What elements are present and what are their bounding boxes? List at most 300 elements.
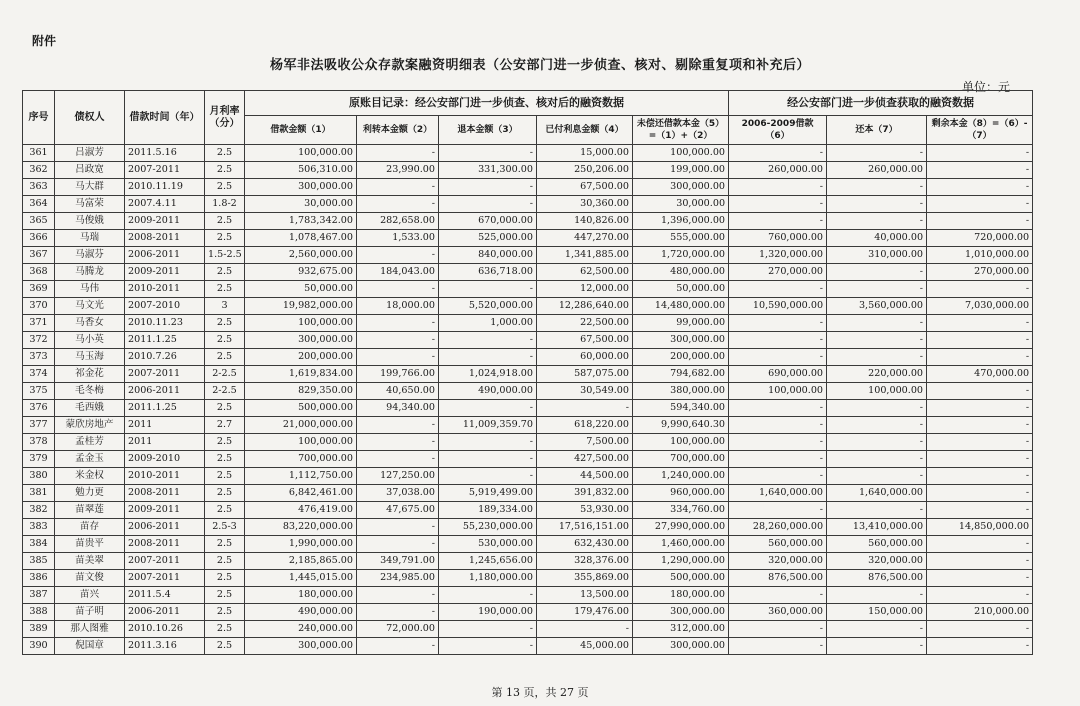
cell-interest-principal: 282,658.00: [357, 213, 439, 230]
cell-remaining: 270,000.00: [927, 264, 1033, 281]
cell-rate: 2.5: [205, 502, 245, 519]
table-row: [23, 366, 1033, 383]
cell-refund: -: [439, 621, 537, 638]
cell-repaid: -: [827, 145, 927, 162]
cell-loan: 100,000.00: [245, 434, 357, 451]
cell-repaid: 3,560,000.00: [827, 298, 927, 315]
cell-refund: -: [439, 587, 537, 604]
cell-loan-0609: -: [729, 179, 827, 196]
table-row: [23, 451, 1033, 468]
cell-date: 2011.1.25: [125, 332, 205, 349]
cell-unpaid: 594,340.00: [633, 400, 729, 417]
header-seq: 序号: [23, 91, 55, 145]
cell-unpaid: 300,000.00: [633, 638, 729, 655]
cell-seq: 382: [23, 502, 55, 519]
cell-refund: -: [439, 332, 537, 349]
cell-interest-principal: 127,250.00: [357, 468, 439, 485]
cell-unpaid: 555,000.00: [633, 230, 729, 247]
cell-loan: 200,000.00: [245, 349, 357, 366]
cell-date: 2009-2011: [125, 264, 205, 281]
table-row: [23, 264, 1033, 281]
cell-date: 2011.5.4: [125, 587, 205, 604]
cell-creditor: 倪国章: [55, 638, 125, 655]
cell-paid-interest: 447,270.00: [537, 230, 633, 247]
table-row: [23, 281, 1033, 298]
cell-repaid: -: [827, 451, 927, 468]
header-group-original: 原账目记录：经公安部门进一步侦查、核对后的融资数据: [245, 91, 729, 116]
cell-repaid: -: [827, 621, 927, 638]
cell-interest-principal: -: [357, 519, 439, 536]
cell-paid-interest: 250,206.00: [537, 162, 633, 179]
cell-seq: 379: [23, 451, 55, 468]
cell-loan: 83,220,000.00: [245, 519, 357, 536]
cell-date: 2007-2011: [125, 553, 205, 570]
table-row: [23, 213, 1033, 230]
cell-interest-principal: -: [357, 145, 439, 162]
cell-seq: 368: [23, 264, 55, 281]
cell-loan: 1,990,000.00: [245, 536, 357, 553]
cell-unpaid: 200,000.00: [633, 349, 729, 366]
cell-repaid: 876,500.00: [827, 570, 927, 587]
cell-interest-principal: 1,533.00: [357, 230, 439, 247]
table-row: [23, 417, 1033, 434]
cell-remaining: 1,010,000.00: [927, 247, 1033, 264]
cell-rate: 2.5: [205, 281, 245, 298]
cell-creditor: 马淑芬: [55, 247, 125, 264]
cell-loan-0609: 1,640,000.00: [729, 485, 827, 502]
page-number: 第 13 页，共 27 页: [491, 686, 589, 699]
cell-paid-interest: 45,000.00: [537, 638, 633, 655]
cell-repaid: -: [827, 468, 927, 485]
cell-unpaid: 380,000.00: [633, 383, 729, 400]
cell-seq: 377: [23, 417, 55, 434]
table-row: [23, 247, 1033, 264]
cell-loan: 21,000,000.00: [245, 417, 357, 434]
cell-repaid: 320,000.00: [827, 553, 927, 570]
cell-date: 2010.11.19: [125, 179, 205, 196]
cell-seq: 378: [23, 434, 55, 451]
cell-interest-principal: 72,000.00: [357, 621, 439, 638]
cell-creditor: 马富荣: [55, 196, 125, 213]
cell-paid-interest: -: [537, 621, 633, 638]
cell-remaining: 210,000.00: [927, 604, 1033, 621]
cell-interest-principal: 349,791.00: [357, 553, 439, 570]
cell-loan-0609: 560,000.00: [729, 536, 827, 553]
cell-loan: 1,783,342.00: [245, 213, 357, 230]
cell-remaining: -: [927, 621, 1033, 638]
cell-seq: 384: [23, 536, 55, 553]
cell-loan-0609: 10,590,000.00: [729, 298, 827, 315]
cell-creditor: 苗兴: [55, 587, 125, 604]
cell-remaining: -: [927, 536, 1033, 553]
cell-creditor: 马伟: [55, 281, 125, 298]
cell-loan-0609: -: [729, 145, 827, 162]
cell-rate: 2.5: [205, 587, 245, 604]
cell-remaining: -: [927, 196, 1033, 213]
cell-rate: 2.5: [205, 451, 245, 468]
cell-interest-principal: -: [357, 281, 439, 298]
cell-loan-0609: 28,260,000.00: [729, 519, 827, 536]
cell-date: 2008-2011: [125, 485, 205, 502]
header-loan: 借款金额（1）: [245, 116, 357, 145]
cell-rate: 2.5: [205, 332, 245, 349]
table-row: [23, 468, 1033, 485]
cell-rate: 2.7: [205, 417, 245, 434]
cell-refund: 670,000.00: [439, 213, 537, 230]
cell-date: 2009-2010: [125, 451, 205, 468]
cell-loan: 476,419.00: [245, 502, 357, 519]
cell-refund: -: [439, 434, 537, 451]
cell-remaining: -: [927, 451, 1033, 468]
cell-date: 2010-2011: [125, 281, 205, 298]
cell-paid-interest: -: [537, 400, 633, 417]
attachment-label: 附件: [32, 34, 57, 48]
cell-seq: 388: [23, 604, 55, 621]
cell-remaining: -: [927, 434, 1033, 451]
cell-repaid: -: [827, 281, 927, 298]
table-row: [23, 570, 1033, 587]
cell-date: 2010.11.23: [125, 315, 205, 332]
cell-rate: 2.5: [205, 315, 245, 332]
cell-rate: 3: [205, 298, 245, 315]
header-paid-interest: 已付利息金额（4）: [537, 116, 633, 145]
cell-remaining: -: [927, 502, 1033, 519]
cell-interest-principal: 184,043.00: [357, 264, 439, 281]
header-date: 借款时间（年）: [125, 91, 205, 145]
cell-unpaid: 300,000.00: [633, 604, 729, 621]
cell-seq: 364: [23, 196, 55, 213]
cell-unpaid: 50,000.00: [633, 281, 729, 298]
cell-unpaid: 300,000.00: [633, 179, 729, 196]
cell-date: 2006-2011: [125, 383, 205, 400]
cell-refund: 189,334.00: [439, 502, 537, 519]
cell-loan-0609: 1,320,000.00: [729, 247, 827, 264]
cell-refund: 1,180,000.00: [439, 570, 537, 587]
cell-creditor: 毛西娥: [55, 400, 125, 417]
cell-paid-interest: 22,500.00: [537, 315, 633, 332]
cell-paid-interest: 53,930.00: [537, 502, 633, 519]
unit-label: 单位：元: [961, 80, 1010, 94]
cell-rate: 2.5: [205, 536, 245, 553]
cell-seq: 385: [23, 553, 55, 570]
cell-date: 2011.3.16: [125, 638, 205, 655]
cell-repaid: -: [827, 638, 927, 655]
cell-unpaid: 1,396,000.00: [633, 213, 729, 230]
cell-remaining: -: [927, 417, 1033, 434]
cell-loan: 19,982,000.00: [245, 298, 357, 315]
cell-rate: 2.5: [205, 468, 245, 485]
cell-loan-0609: 690,000.00: [729, 366, 827, 383]
cell-interest-principal: -: [357, 417, 439, 434]
cell-seq: 369: [23, 281, 55, 298]
cell-paid-interest: 12,000.00: [537, 281, 633, 298]
cell-remaining: -: [927, 281, 1033, 298]
cell-refund: -: [439, 400, 537, 417]
cell-repaid: -: [827, 179, 927, 196]
cell-remaining: -: [927, 213, 1033, 230]
cell-paid-interest: 7,500.00: [537, 434, 633, 451]
table-row: [23, 230, 1033, 247]
cell-loan: 506,310.00: [245, 162, 357, 179]
cell-seq: 387: [23, 587, 55, 604]
cell-interest-principal: -: [357, 536, 439, 553]
cell-date: 2011.1.25: [125, 400, 205, 417]
cell-rate: 2.5-3: [205, 519, 245, 536]
cell-remaining: -: [927, 179, 1033, 196]
cell-seq: 386: [23, 570, 55, 587]
cell-interest-principal: -: [357, 451, 439, 468]
financing-detail-table: [22, 90, 1033, 655]
header-creditor: 债权人: [55, 91, 125, 145]
cell-refund: 11,009,359.70: [439, 417, 537, 434]
cell-refund: 1,024,918.00: [439, 366, 537, 383]
cell-loan-0609: 270,000.00: [729, 264, 827, 281]
cell-repaid: -: [827, 434, 927, 451]
cell-loan-0609: -: [729, 434, 827, 451]
cell-date: 2009-2011: [125, 502, 205, 519]
cell-paid-interest: 67,500.00: [537, 179, 633, 196]
cell-loan-0609: -: [729, 332, 827, 349]
cell-unpaid: 30,000.00: [633, 196, 729, 213]
cell-seq: 371: [23, 315, 55, 332]
cell-creditor: 蒙欣房地产: [55, 417, 125, 434]
cell-loan: 2,560,000.00: [245, 247, 357, 264]
cell-loan: 30,000.00: [245, 196, 357, 213]
cell-remaining: -: [927, 485, 1033, 502]
cell-rate: 2.5: [205, 213, 245, 230]
cell-remaining: -: [927, 638, 1033, 655]
cell-seq: 376: [23, 400, 55, 417]
cell-repaid: -: [827, 400, 927, 417]
cell-remaining: -: [927, 400, 1033, 417]
cell-loan: 1,619,834.00: [245, 366, 357, 383]
cell-rate: 2.5: [205, 230, 245, 247]
cell-interest-principal: -: [357, 247, 439, 264]
cell-loan: 240,000.00: [245, 621, 357, 638]
cell-loan: 300,000.00: [245, 638, 357, 655]
cell-creditor: 马文光: [55, 298, 125, 315]
cell-refund: 525,000.00: [439, 230, 537, 247]
cell-remaining: -: [927, 553, 1033, 570]
cell-loan: 932,675.00: [245, 264, 357, 281]
cell-unpaid: 300,000.00: [633, 332, 729, 349]
cell-paid-interest: 17,516,151.00: [537, 519, 633, 536]
cell-seq: 374: [23, 366, 55, 383]
cell-paid-interest: 62,500.00: [537, 264, 633, 281]
cell-interest-principal: -: [357, 349, 439, 366]
cell-loan-0609: 260,000.00: [729, 162, 827, 179]
cell-creditor: 吕政宽: [55, 162, 125, 179]
cell-remaining: -: [927, 162, 1033, 179]
cell-remaining: -: [927, 570, 1033, 587]
cell-seq: 362: [23, 162, 55, 179]
cell-seq: 390: [23, 638, 55, 655]
cell-loan: 1,445,015.00: [245, 570, 357, 587]
cell-date: 2011: [125, 417, 205, 434]
cell-refund: -: [439, 281, 537, 298]
cell-loan-0609: -: [729, 400, 827, 417]
cell-date: 2006-2011: [125, 604, 205, 621]
cell-refund: 5,520,000.00: [439, 298, 537, 315]
cell-loan-0609: -: [729, 451, 827, 468]
table-row: [23, 298, 1033, 315]
cell-seq: 383: [23, 519, 55, 536]
cell-creditor: 勉力更: [55, 485, 125, 502]
cell-date: 2007-2011: [125, 162, 205, 179]
cell-refund: 1,245,656.00: [439, 553, 537, 570]
cell-loan: 829,350.00: [245, 383, 357, 400]
cell-rate: 2-2.5: [205, 366, 245, 383]
cell-seq: 365: [23, 213, 55, 230]
cell-seq: 370: [23, 298, 55, 315]
cell-seq: 366: [23, 230, 55, 247]
cell-date: 2006-2011: [125, 247, 205, 264]
cell-paid-interest: 618,220.00: [537, 417, 633, 434]
cell-repaid: -: [827, 332, 927, 349]
cell-creditor: 苗存: [55, 519, 125, 536]
cell-loan: 700,000.00: [245, 451, 357, 468]
cell-refund: 55,230,000.00: [439, 519, 537, 536]
table-row: [23, 621, 1033, 638]
cell-loan: 100,000.00: [245, 315, 357, 332]
cell-loan-0609: -: [729, 638, 827, 655]
cell-rate: 2.5: [205, 485, 245, 502]
cell-unpaid: 794,682.00: [633, 366, 729, 383]
cell-paid-interest: 30,360.00: [537, 196, 633, 213]
table-row: [23, 553, 1033, 570]
cell-seq: 373: [23, 349, 55, 366]
cell-repaid: -: [827, 315, 927, 332]
cell-seq: 375: [23, 383, 55, 400]
cell-repaid: 1,640,000.00: [827, 485, 927, 502]
cell-rate: 2.5: [205, 179, 245, 196]
cell-rate: 2.5: [205, 434, 245, 451]
cell-repaid: 220,000.00: [827, 366, 927, 383]
cell-date: 2010.7.26: [125, 349, 205, 366]
header-rate: 月利率（分）: [205, 91, 245, 145]
header-loan-0609: 2006-2009借款（6）: [729, 116, 827, 145]
table-row: [23, 196, 1033, 213]
cell-loan-0609: 760,000.00: [729, 230, 827, 247]
cell-rate: 2.5: [205, 264, 245, 281]
cell-interest-principal: 199,766.00: [357, 366, 439, 383]
cell-repaid: 310,000.00: [827, 247, 927, 264]
cell-unpaid: 180,000.00: [633, 587, 729, 604]
cell-paid-interest: 13,500.00: [537, 587, 633, 604]
cell-seq: 380: [23, 468, 55, 485]
cell-interest-principal: -: [357, 434, 439, 451]
cell-date: 2010-2011: [125, 468, 205, 485]
cell-creditor: 毛冬梅: [55, 383, 125, 400]
cell-creditor: 马香女: [55, 315, 125, 332]
cell-loan-0609: -: [729, 468, 827, 485]
cell-loan-0609: 320,000.00: [729, 553, 827, 570]
cell-date: 2007.4.11: [125, 196, 205, 213]
cell-paid-interest: 67,500.00: [537, 332, 633, 349]
cell-repaid: -: [827, 417, 927, 434]
cell-unpaid: 1,290,000.00: [633, 553, 729, 570]
cell-unpaid: 99,000.00: [633, 315, 729, 332]
cell-paid-interest: 60,000.00: [537, 349, 633, 366]
cell-unpaid: 312,000.00: [633, 621, 729, 638]
cell-date: 2011.5.16: [125, 145, 205, 162]
cell-loan-0609: 876,500.00: [729, 570, 827, 587]
header-unpaid: 未偿还借款本金（5）=（1）+（2）: [633, 116, 729, 145]
cell-rate: 2.5: [205, 145, 245, 162]
cell-paid-interest: 328,376.00: [537, 553, 633, 570]
cell-seq: 367: [23, 247, 55, 264]
cell-creditor: 马大群: [55, 179, 125, 196]
header-refund: 退本金额（3）: [439, 116, 537, 145]
cell-refund: 190,000.00: [439, 604, 537, 621]
cell-interest-principal: -: [357, 179, 439, 196]
cell-unpaid: 480,000.00: [633, 264, 729, 281]
cell-remaining: -: [927, 145, 1033, 162]
cell-refund: 490,000.00: [439, 383, 537, 400]
cell-refund: 1,000.00: [439, 315, 537, 332]
cell-repaid: 150,000.00: [827, 604, 927, 621]
cell-rate: 2.5: [205, 162, 245, 179]
cell-date: 2006-2011: [125, 519, 205, 536]
cell-seq: 363: [23, 179, 55, 196]
cell-loan-0609: 360,000.00: [729, 604, 827, 621]
cell-refund: -: [439, 638, 537, 655]
cell-interest-principal: 40,650.00: [357, 383, 439, 400]
cell-creditor: 马小英: [55, 332, 125, 349]
cell-rate: 2-2.5: [205, 383, 245, 400]
cell-rate: 1.8-2: [205, 196, 245, 213]
cell-refund: -: [439, 451, 537, 468]
cell-repaid: -: [827, 264, 927, 281]
cell-unpaid: 1,720,000.00: [633, 247, 729, 264]
cell-refund: -: [439, 349, 537, 366]
cell-loan-0609: -: [729, 315, 827, 332]
header-interest-principal: 利转本金额（2）: [357, 116, 439, 145]
cell-loan-0609: -: [729, 621, 827, 638]
cell-remaining: 14,850,000.00: [927, 519, 1033, 536]
cell-refund: 331,300.00: [439, 162, 537, 179]
table-row: [23, 536, 1033, 553]
document-title: 杨军非法吸收公众存款案融资明细表（公安部门进一步侦查、核对、剔除重复项和补充后）: [269, 58, 810, 73]
cell-refund: 530,000.00: [439, 536, 537, 553]
cell-repaid: -: [827, 213, 927, 230]
cell-date: 2007-2010: [125, 298, 205, 315]
cell-paid-interest: 427,500.00: [537, 451, 633, 468]
cell-repaid: 40,000.00: [827, 230, 927, 247]
cell-date: 2009-2011: [125, 213, 205, 230]
table-row: [23, 587, 1033, 604]
cell-creditor: 苗美翠: [55, 553, 125, 570]
cell-creditor: 马玉海: [55, 349, 125, 366]
cell-repaid: -: [827, 587, 927, 604]
cell-loan: 300,000.00: [245, 332, 357, 349]
cell-paid-interest: 355,869.00: [537, 570, 633, 587]
cell-loan: 300,000.00: [245, 179, 357, 196]
cell-unpaid: 1,240,000.00: [633, 468, 729, 485]
cell-loan-0609: -: [729, 349, 827, 366]
cell-interest-principal: -: [357, 196, 439, 213]
cell-unpaid: 334,760.00: [633, 502, 729, 519]
table-row: [23, 638, 1033, 655]
cell-repaid: -: [827, 502, 927, 519]
cell-refund: 840,000.00: [439, 247, 537, 264]
cell-unpaid: 100,000.00: [633, 434, 729, 451]
header-repaid: 还本（7）: [827, 116, 927, 145]
cell-interest-principal: 234,985.00: [357, 570, 439, 587]
cell-paid-interest: 1,341,885.00: [537, 247, 633, 264]
table-row: [23, 145, 1033, 162]
cell-paid-interest: 140,826.00: [537, 213, 633, 230]
